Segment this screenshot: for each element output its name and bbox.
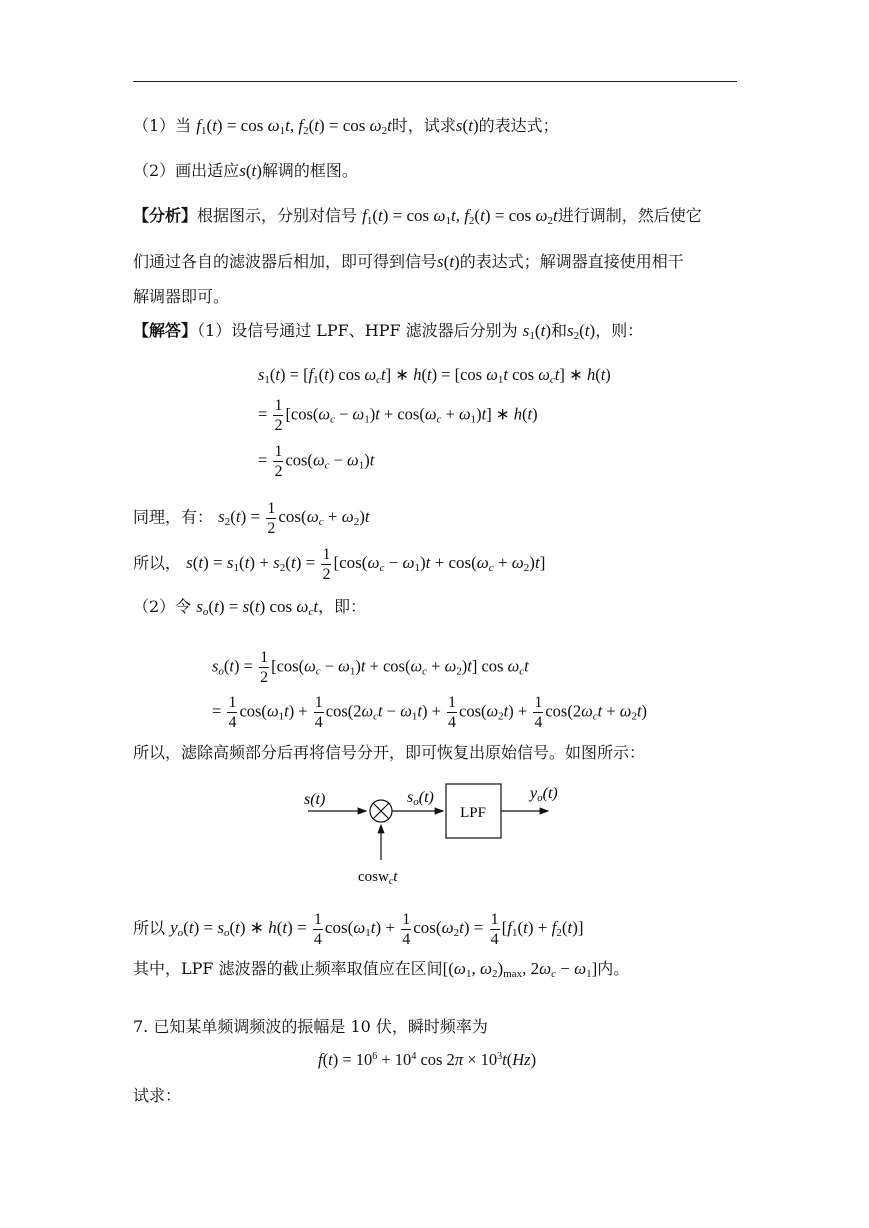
equation-s2: 同理，有： $s_2(t)$ = $\frac{1}{2}$ $\cos(\omega_c + \omega_2)t$ bbox=[133, 500, 370, 537]
carrier-label: cosw$_c$t bbox=[358, 869, 398, 887]
answer-part-2: （2）令 $s_o(t) = s(t)$ $\cos \omega_ct$，即： bbox=[133, 597, 367, 618]
analysis-line-1: 【分析】根据图示，分别对信号 $f_1(t) = \cos \omega_1t$, $f_2(t) = \cos \omega_2t$进行调制，然后使它 bbox=[133, 206, 702, 227]
equation-s1-line-2: = $\frac{1}{2}$ $[\cos(\omega_c - \omega_1)t + \cos(\omega_c + \omega_1)t]$ ∗ h(t) bbox=[258, 397, 538, 434]
answer-so2: 所以，滤除高频部分后再将信号分开，即可恢复出原始信号。如图所示： bbox=[133, 743, 646, 762]
equation-s: 所以， $s(t) = s_1(t) + s_2(t)$ = $\frac{1}{2}$ $[\cos(\omega_c - \omega_1)t + \cos(\omega_c + \omega_2)t]$ bbox=[133, 546, 546, 583]
equation-yo: 所以 $y_o(t) = s_o(t)$ ∗ h(t) = $\frac{1}{4}$ $\cos(\omega_1t)$ + $\frac{1}{4}$ $\cos(\omega_2t)$ = $\frac{1}{4}$ $[f_1(t) + f_2(t)]$ bbox=[133, 911, 584, 948]
answer-line-1: 【解答】（1）设信号通过 LPF、HPF 滤波器后分别为 $s_1(t)$和$s_2(t)$，则： bbox=[133, 321, 644, 342]
equation-so-line-1: $s_o(t)$ = $\frac{1}{2}$ $[\cos(\omega_c - \omega_1)t + \cos(\omega_c + \omega_2)t]$ $\cos \omega_ct$ bbox=[212, 649, 529, 686]
analysis-line-2: 们通过各自的滤波器后相加，即可得到信号s(t)的表达式；解调器直接使用相干 bbox=[133, 252, 684, 271]
equation-so-line-2: = $\frac{1}{4}$ $\cos(\omega_1t)$ + $\frac{1}{4}$ $\cos(2\omega_ct - \omega_1t)$ + $\frac{1}{4}$ $\cos(\omega_2t)$ + $\frac{1}{4}$ $\cos(2\omega_ct + \omega_2t)$ bbox=[212, 694, 648, 731]
equation-frequency: $f(t) = 10^6 + 10^4$ $\cos 2\pi \times 10^3t(Hz)$ bbox=[318, 1050, 537, 1069]
question-7: 7. 已知某单频调频波的振幅是 10 伏，瞬时频率为 bbox=[133, 1017, 488, 1036]
equation-s1-line-3: = $\frac{1}{2}$ $\cos(\omega_c - \omega_1)t$ bbox=[258, 443, 375, 480]
question-7-ask: 试求： bbox=[133, 1086, 182, 1105]
header-rule bbox=[133, 81, 737, 82]
lpf-label: LPF bbox=[460, 805, 486, 821]
question-1: （1）当 $f_1(t) = \cos \omega_1t$, $f_2(t) = \cos \omega_2t$时，试求s(t)的表达式； bbox=[133, 116, 559, 137]
mid-label: so(t) bbox=[407, 789, 434, 808]
output-label: yo(t) bbox=[530, 785, 558, 804]
demodulator-block-diagram bbox=[290, 780, 580, 890]
analysis-line-3: 解调器即可。 bbox=[133, 287, 230, 306]
question-2: （2）画出适应s(t)解调的框图。 bbox=[133, 161, 358, 180]
equation-s1-line-1: $s_1(t) = [f_1(t)$ $\cos \omega_ct$] ∗ h(t) = [cos $\omega_1t$ $\cos \omega_ct$] ∗ h(t) bbox=[258, 365, 611, 386]
input-label: s(t) bbox=[304, 791, 326, 808]
cutoff-interval: 其中，LPF 滤波器的截止频率取值应在区间[($\omega_1$, $\omega_2)_{max}$, $2\omega_c - \omega_1$]内。 bbox=[133, 959, 630, 980]
